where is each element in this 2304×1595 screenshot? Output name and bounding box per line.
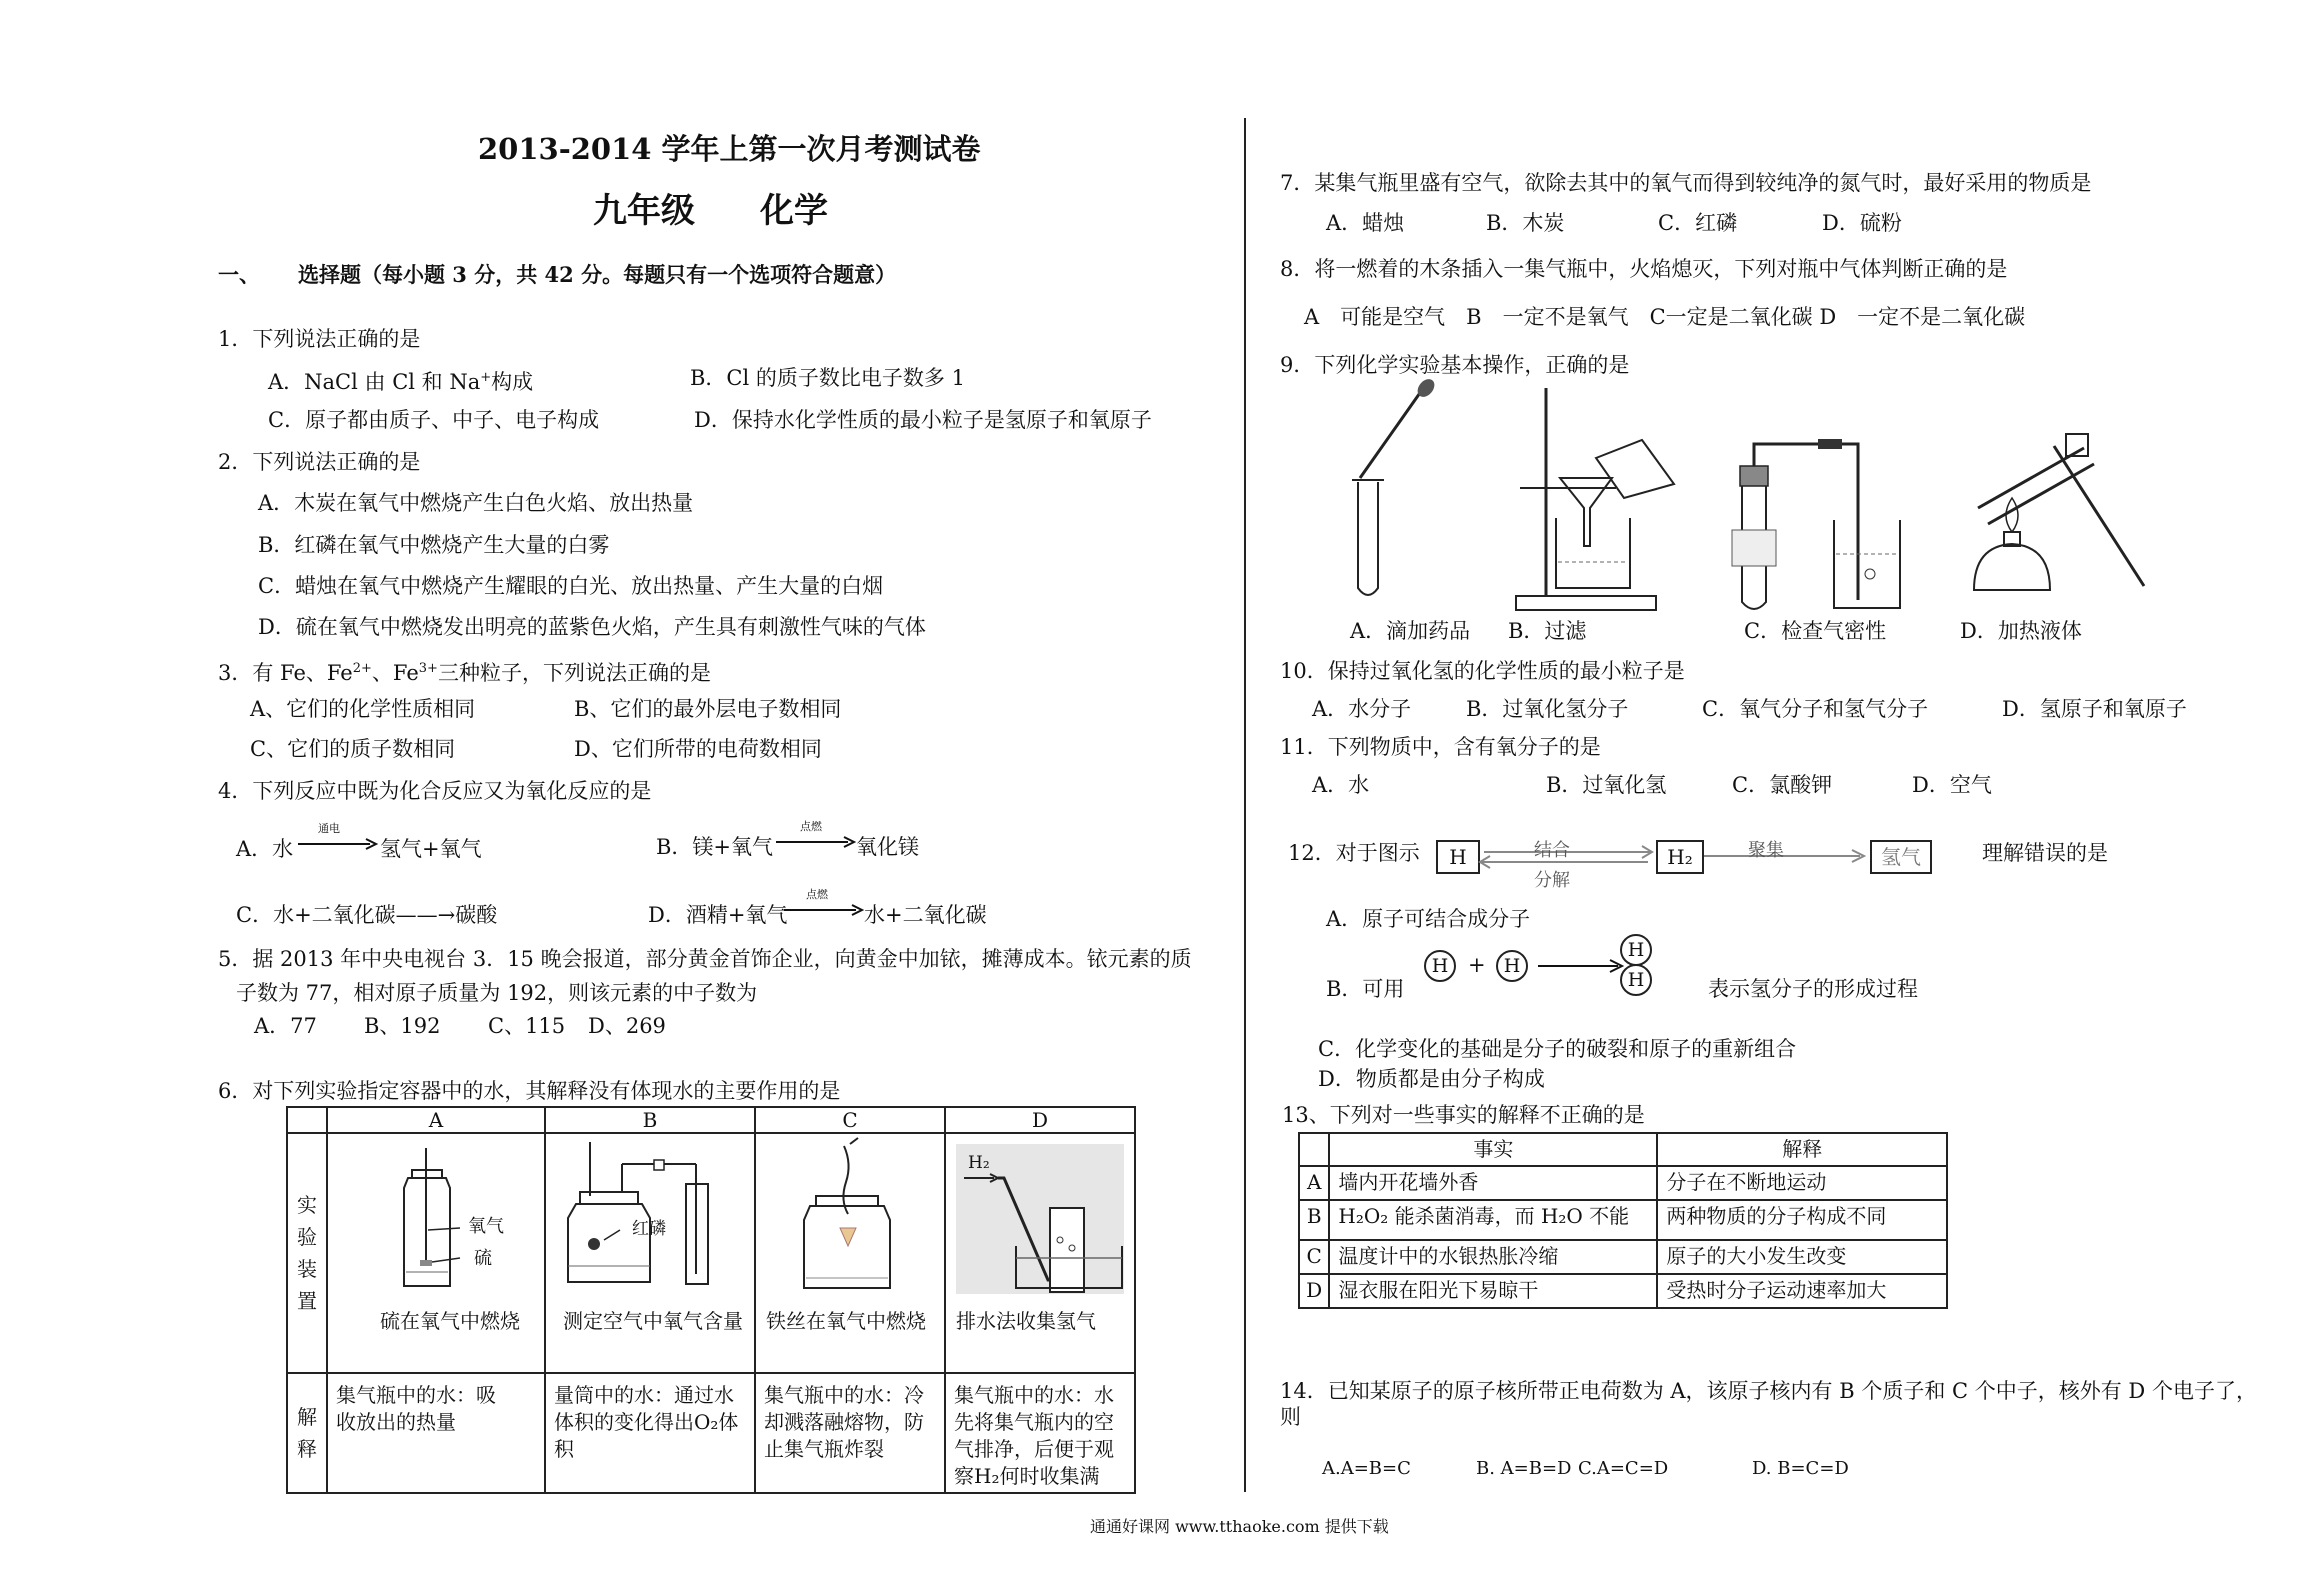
q12-box-hydrogen-gas: 氢气 bbox=[1870, 840, 1932, 874]
q9-option-a: A．滴加药品 bbox=[1350, 619, 1471, 643]
exam-title: 2013-2014 学年上第一次月考测试卷 bbox=[478, 132, 981, 166]
q12-box-h2-molecule: H₂ bbox=[1656, 840, 1704, 874]
q4-option-b-post: 氧化镁 bbox=[856, 835, 919, 859]
q4-d-arrow bbox=[782, 904, 864, 916]
q13-row-d-letter: D bbox=[1299, 1274, 1329, 1308]
q12-option-d: D．物质都是由分子构成 bbox=[1318, 1067, 1545, 1091]
q1-stem: 1．下列说法正确的是 bbox=[218, 327, 421, 351]
q4-option-b-pre: B．镁+氧气 bbox=[656, 835, 774, 859]
q1-option-c: C．原子都由质子、中子、电子构成 bbox=[268, 408, 600, 432]
q11-stem: 11．下列物质中，含有氧分子的是 bbox=[1280, 735, 1601, 759]
q2-stem: 2．下列说法正确的是 bbox=[218, 450, 421, 474]
q13-header-explain: 解释 bbox=[1657, 1133, 1947, 1166]
q2-option-c: C．蜡烛在氧气中燃烧产生耀眼的白光、放出热量、产生大量的白烟 bbox=[258, 574, 884, 598]
q13-row-c-fact: 温度计中的水银热胀冷缩 bbox=[1329, 1240, 1657, 1274]
q13-row-a-fact: 墙内开花墙外香 bbox=[1329, 1166, 1657, 1200]
section-number: 一、 bbox=[218, 262, 260, 287]
q2-option-b: B．红磷在氧气中燃烧产生大量的白雾 bbox=[258, 533, 610, 557]
q12-option-a: A．原子可结合成分子 bbox=[1326, 907, 1531, 931]
q3-option-a: A、它们的化学性质相同 bbox=[250, 697, 476, 721]
q4-stem: 4．下列反应中既为化合反应又为氧化反应的是 bbox=[218, 779, 652, 803]
q5-stem-line1: 5．据 2013 年中央电视台 3．15 晚会报道，部分黄金首饰企业，向黄金中加铱，摊薄成本。铱元素的质 bbox=[218, 947, 1192, 971]
q12-formation-arrow bbox=[1534, 956, 1630, 976]
q6-col-a: A bbox=[327, 1107, 545, 1133]
q7-stem: 7．某集气瓶里盛有空气，欲除去其中的氧气而得到较纯净的氮气时，最好采用的物质是 bbox=[1280, 171, 2092, 195]
q5-option-b: B、192 bbox=[364, 1014, 441, 1038]
q5-option-c: C、115 bbox=[488, 1014, 566, 1038]
q6-row-setup-header: 实验装置 bbox=[287, 1133, 327, 1373]
q5-option-a: A．77 bbox=[254, 1014, 317, 1038]
q13-row-c-explain: 原子的大小发生改变 bbox=[1657, 1240, 1947, 1274]
q6-explain-a: 集气瓶中的水：吸收放出的热量 bbox=[327, 1373, 545, 1493]
q2-option-a: A．木炭在氧气中燃烧产生白色火焰、放出热量 bbox=[258, 491, 694, 515]
q9-filter-figure bbox=[1496, 376, 1716, 616]
q11-option-c: C．氯酸钾 bbox=[1732, 773, 1833, 797]
q9-heating-figure bbox=[1934, 416, 2164, 616]
q12-aggregate-arrow bbox=[1700, 846, 1870, 866]
q12-combine-label: 结合 bbox=[1534, 840, 1570, 861]
q6-d-caption: 排水法收集氢气 bbox=[956, 1309, 1096, 1333]
q6-cell-a bbox=[327, 1133, 545, 1373]
q6-explain-b: 量筒中的水：通过水体积的变化得出O₂体积 bbox=[545, 1373, 755, 1493]
q6-a-caption: 硫在氧气中燃烧 bbox=[380, 1309, 520, 1333]
q6-cell-b bbox=[545, 1133, 755, 1373]
q12-h-atom-left: H bbox=[1424, 950, 1456, 982]
grade-label: 九年级 bbox=[593, 191, 695, 231]
q6-corner bbox=[287, 1107, 327, 1133]
q6-a-jar-figure bbox=[328, 1134, 542, 1304]
q12-h2-atom-bottom: H bbox=[1620, 964, 1652, 996]
q13-header-fact: 事实 bbox=[1329, 1133, 1657, 1166]
q6-c-jar-figure bbox=[756, 1134, 942, 1304]
q4-option-c: C．水+二氧化碳——→碳酸 bbox=[236, 903, 498, 927]
q12-option-b-post: 表示氢分子的形成过程 bbox=[1708, 977, 1918, 1001]
q13-table bbox=[1298, 1132, 1948, 1309]
q6-explain-c: 集气瓶中的水：冷却溅落融熔物，防止集气瓶炸裂 bbox=[755, 1373, 945, 1493]
q6-cell-c bbox=[755, 1133, 945, 1373]
q4-option-d-pre: D．酒精+氧气 bbox=[648, 903, 788, 927]
q6-col-d: D bbox=[945, 1107, 1135, 1133]
q8-options: A 可能是空气 B 一定不是氧气 C一定是二氧化碳 D 一定不是二氧化碳 bbox=[1304, 305, 2026, 329]
q13-row-a-letter: A bbox=[1299, 1166, 1329, 1200]
q12-h2-atom-top: H bbox=[1620, 934, 1652, 966]
q14-option-b: B. A=B=D bbox=[1476, 1458, 1572, 1479]
table-row bbox=[1299, 1240, 1947, 1274]
q10-stem: 10．保持过氧化氢的化学性质的最小粒子是 bbox=[1280, 659, 1685, 683]
q13-row-c-letter: C bbox=[1299, 1240, 1329, 1274]
q4-b-arrow bbox=[774, 836, 856, 848]
q6-d-h2-label: H₂ bbox=[968, 1153, 990, 1173]
section-heading: 选择题（每小题 3 分，共 42 分。每题只有一个选项符合题意） bbox=[298, 262, 897, 287]
q3-option-d: D、它们所带的电荷数相同 bbox=[574, 737, 822, 761]
q13-row-a-explain: 分子在不断地运动 bbox=[1657, 1166, 1947, 1200]
q13-stem: 13、下列对一些事实的解释不正确的是 bbox=[1282, 1103, 1645, 1127]
q4-b-condition: 点燃 bbox=[800, 820, 822, 833]
q12-aggregate-label: 聚集 bbox=[1748, 840, 1784, 861]
q14-stem-line1: 14．已知某原子的原子核所带正电荷数为 A，该原子核内有 B 个质子和 C 个中子，核外有 D 个电子了， bbox=[1280, 1379, 2257, 1403]
q4-a-condition: 通电 bbox=[318, 822, 340, 835]
table-row bbox=[1299, 1200, 1947, 1240]
q13-row-b-explain: 两种物质的分子构成不同 bbox=[1657, 1200, 1947, 1240]
q1-option-a: A．NaCl 由 Cl 和 Na+构成 bbox=[268, 370, 534, 394]
subject-label: 化学 bbox=[760, 191, 828, 231]
q6-a-sulfur-label: 硫 bbox=[474, 1248, 492, 1269]
q10-option-d: D．氢原子和氧原子 bbox=[2002, 697, 2187, 721]
q4-option-a-post: 氢气+氧气 bbox=[380, 837, 482, 861]
q3-option-b: B、它们的最外层电子数相同 bbox=[574, 697, 842, 721]
q6-explain-d: 集气瓶中的水：水先将集气瓶内的空气排净，后便于观察H₂何时收集满 bbox=[945, 1373, 1135, 1493]
q13-header-blank bbox=[1299, 1133, 1329, 1166]
q12-decompose-label: 分解 bbox=[1534, 870, 1570, 891]
q4-option-a-pre: A．水 bbox=[236, 837, 294, 861]
q4-a-arrow bbox=[296, 838, 378, 850]
q9-dropper-figure bbox=[1340, 376, 1460, 606]
q12-stem-post: 理解错误的是 bbox=[1982, 841, 2108, 865]
q6-col-c: C bbox=[755, 1107, 945, 1133]
q2-option-d: D．硫在氧气中燃烧发出明亮的蓝紫色火焰，产生具有刺激性气味的气体 bbox=[258, 615, 926, 639]
q6-c-caption: 铁丝在氧气中燃烧 bbox=[766, 1309, 926, 1333]
q1-option-d: D．保持水化学性质的最小粒子是氢原子和氧原子 bbox=[694, 408, 1152, 432]
q6-table bbox=[286, 1106, 1136, 1494]
q6-cell-d bbox=[945, 1133, 1135, 1373]
q12-box-h-atom: H bbox=[1436, 840, 1480, 874]
column-divider bbox=[1244, 118, 1246, 1492]
q14-option-d: D. B=C=D bbox=[1752, 1458, 1849, 1479]
q13-row-b-letter: B bbox=[1299, 1200, 1329, 1240]
q12-plus-sign: + bbox=[1468, 953, 1486, 977]
q6-col-b: B bbox=[545, 1107, 755, 1133]
q6-stem: 6．对下列实验指定容器中的水，其解释没有体现水的主要作用的是 bbox=[218, 1079, 841, 1103]
page-footer: 通通好课网 www.tthaoke.com 提供下载 bbox=[1090, 1517, 1389, 1536]
q9-stem: 9．下列化学实验基本操作，正确的是 bbox=[1280, 353, 1630, 377]
q1-option-b: B．Cl 的质子数比电子数多 1 bbox=[690, 366, 965, 390]
q14-option-c: C.A=C=D bbox=[1578, 1458, 1669, 1479]
q7-option-a: A．蜡烛 bbox=[1326, 211, 1405, 235]
q11-option-a: A．水 bbox=[1312, 773, 1370, 797]
q12-option-c: C．化学变化的基础是分子的破裂和原子的重新组合 bbox=[1318, 1037, 1797, 1061]
q9-option-d: D．加热液体 bbox=[1960, 619, 2082, 643]
q3-stem: 3．有 Fe、$Fe^{2+}$、$Fe^{3+}$三种粒子，下列说法正确的是 bbox=[218, 661, 711, 685]
q3-option-c: C、它们的质子数相同 bbox=[250, 737, 456, 761]
q8-stem: 8．将一燃着的木条插入一集气瓶中，火焰熄灭，下列对瓶中气体判断正确的是 bbox=[1280, 257, 2008, 281]
q12-stem-pre: 12．对于图示 bbox=[1288, 841, 1420, 865]
q13-row-d-explain: 受热时分子运动速率加大 bbox=[1657, 1274, 1947, 1308]
q7-option-c: C．红磷 bbox=[1658, 211, 1738, 235]
q6-b-caption: 测定空气中氧气含量 bbox=[563, 1309, 743, 1333]
q13-row-d-fact: 湿衣服在阳光下易晾干 bbox=[1329, 1274, 1657, 1308]
q6-b-phosphorus-label: 红磷 bbox=[632, 1219, 666, 1239]
q9-option-b: B．过滤 bbox=[1508, 619, 1587, 643]
q10-option-c: C．氧气分子和氢气分子 bbox=[1702, 697, 1929, 721]
q14-stem-line2: 则 bbox=[1280, 1405, 1301, 1429]
q9-option-c: C．检查气密性 bbox=[1744, 619, 1887, 643]
q10-option-b: B．过氧化氢分子 bbox=[1466, 697, 1629, 721]
q6-a-gas-label: 氧气 bbox=[468, 1216, 504, 1237]
q13-row-b-fact: H₂O₂ 能杀菌消毒，而 H₂O 不能 bbox=[1329, 1200, 1657, 1240]
q4-option-d-post: 水+二氧化碳 bbox=[864, 903, 987, 927]
q11-option-d: D．空气 bbox=[1912, 773, 1992, 797]
q10-option-a: A．水分子 bbox=[1312, 697, 1412, 721]
q5-option-d: D、269 bbox=[588, 1014, 666, 1038]
table-row bbox=[1299, 1274, 1947, 1308]
q7-option-b: B．木炭 bbox=[1486, 211, 1565, 235]
q11-option-b: B．过氧化氢 bbox=[1546, 773, 1667, 797]
q12-h-atom-right: H bbox=[1496, 950, 1528, 982]
q14-option-a: A.A=B=C bbox=[1322, 1458, 1411, 1479]
q5-stem-line2: 子数为 77，相对原子质量为 192，则该元素的中子数为 bbox=[236, 981, 758, 1005]
q12-option-b-pre: B．可用 bbox=[1326, 977, 1405, 1001]
q9-airtight-figure bbox=[1722, 430, 1932, 620]
q6-row-explain-header: 解释 bbox=[287, 1373, 327, 1493]
q7-option-d: D．硫粉 bbox=[1822, 211, 1902, 235]
q4-d-condition: 点燃 bbox=[806, 888, 828, 901]
table-row bbox=[1299, 1166, 1947, 1200]
